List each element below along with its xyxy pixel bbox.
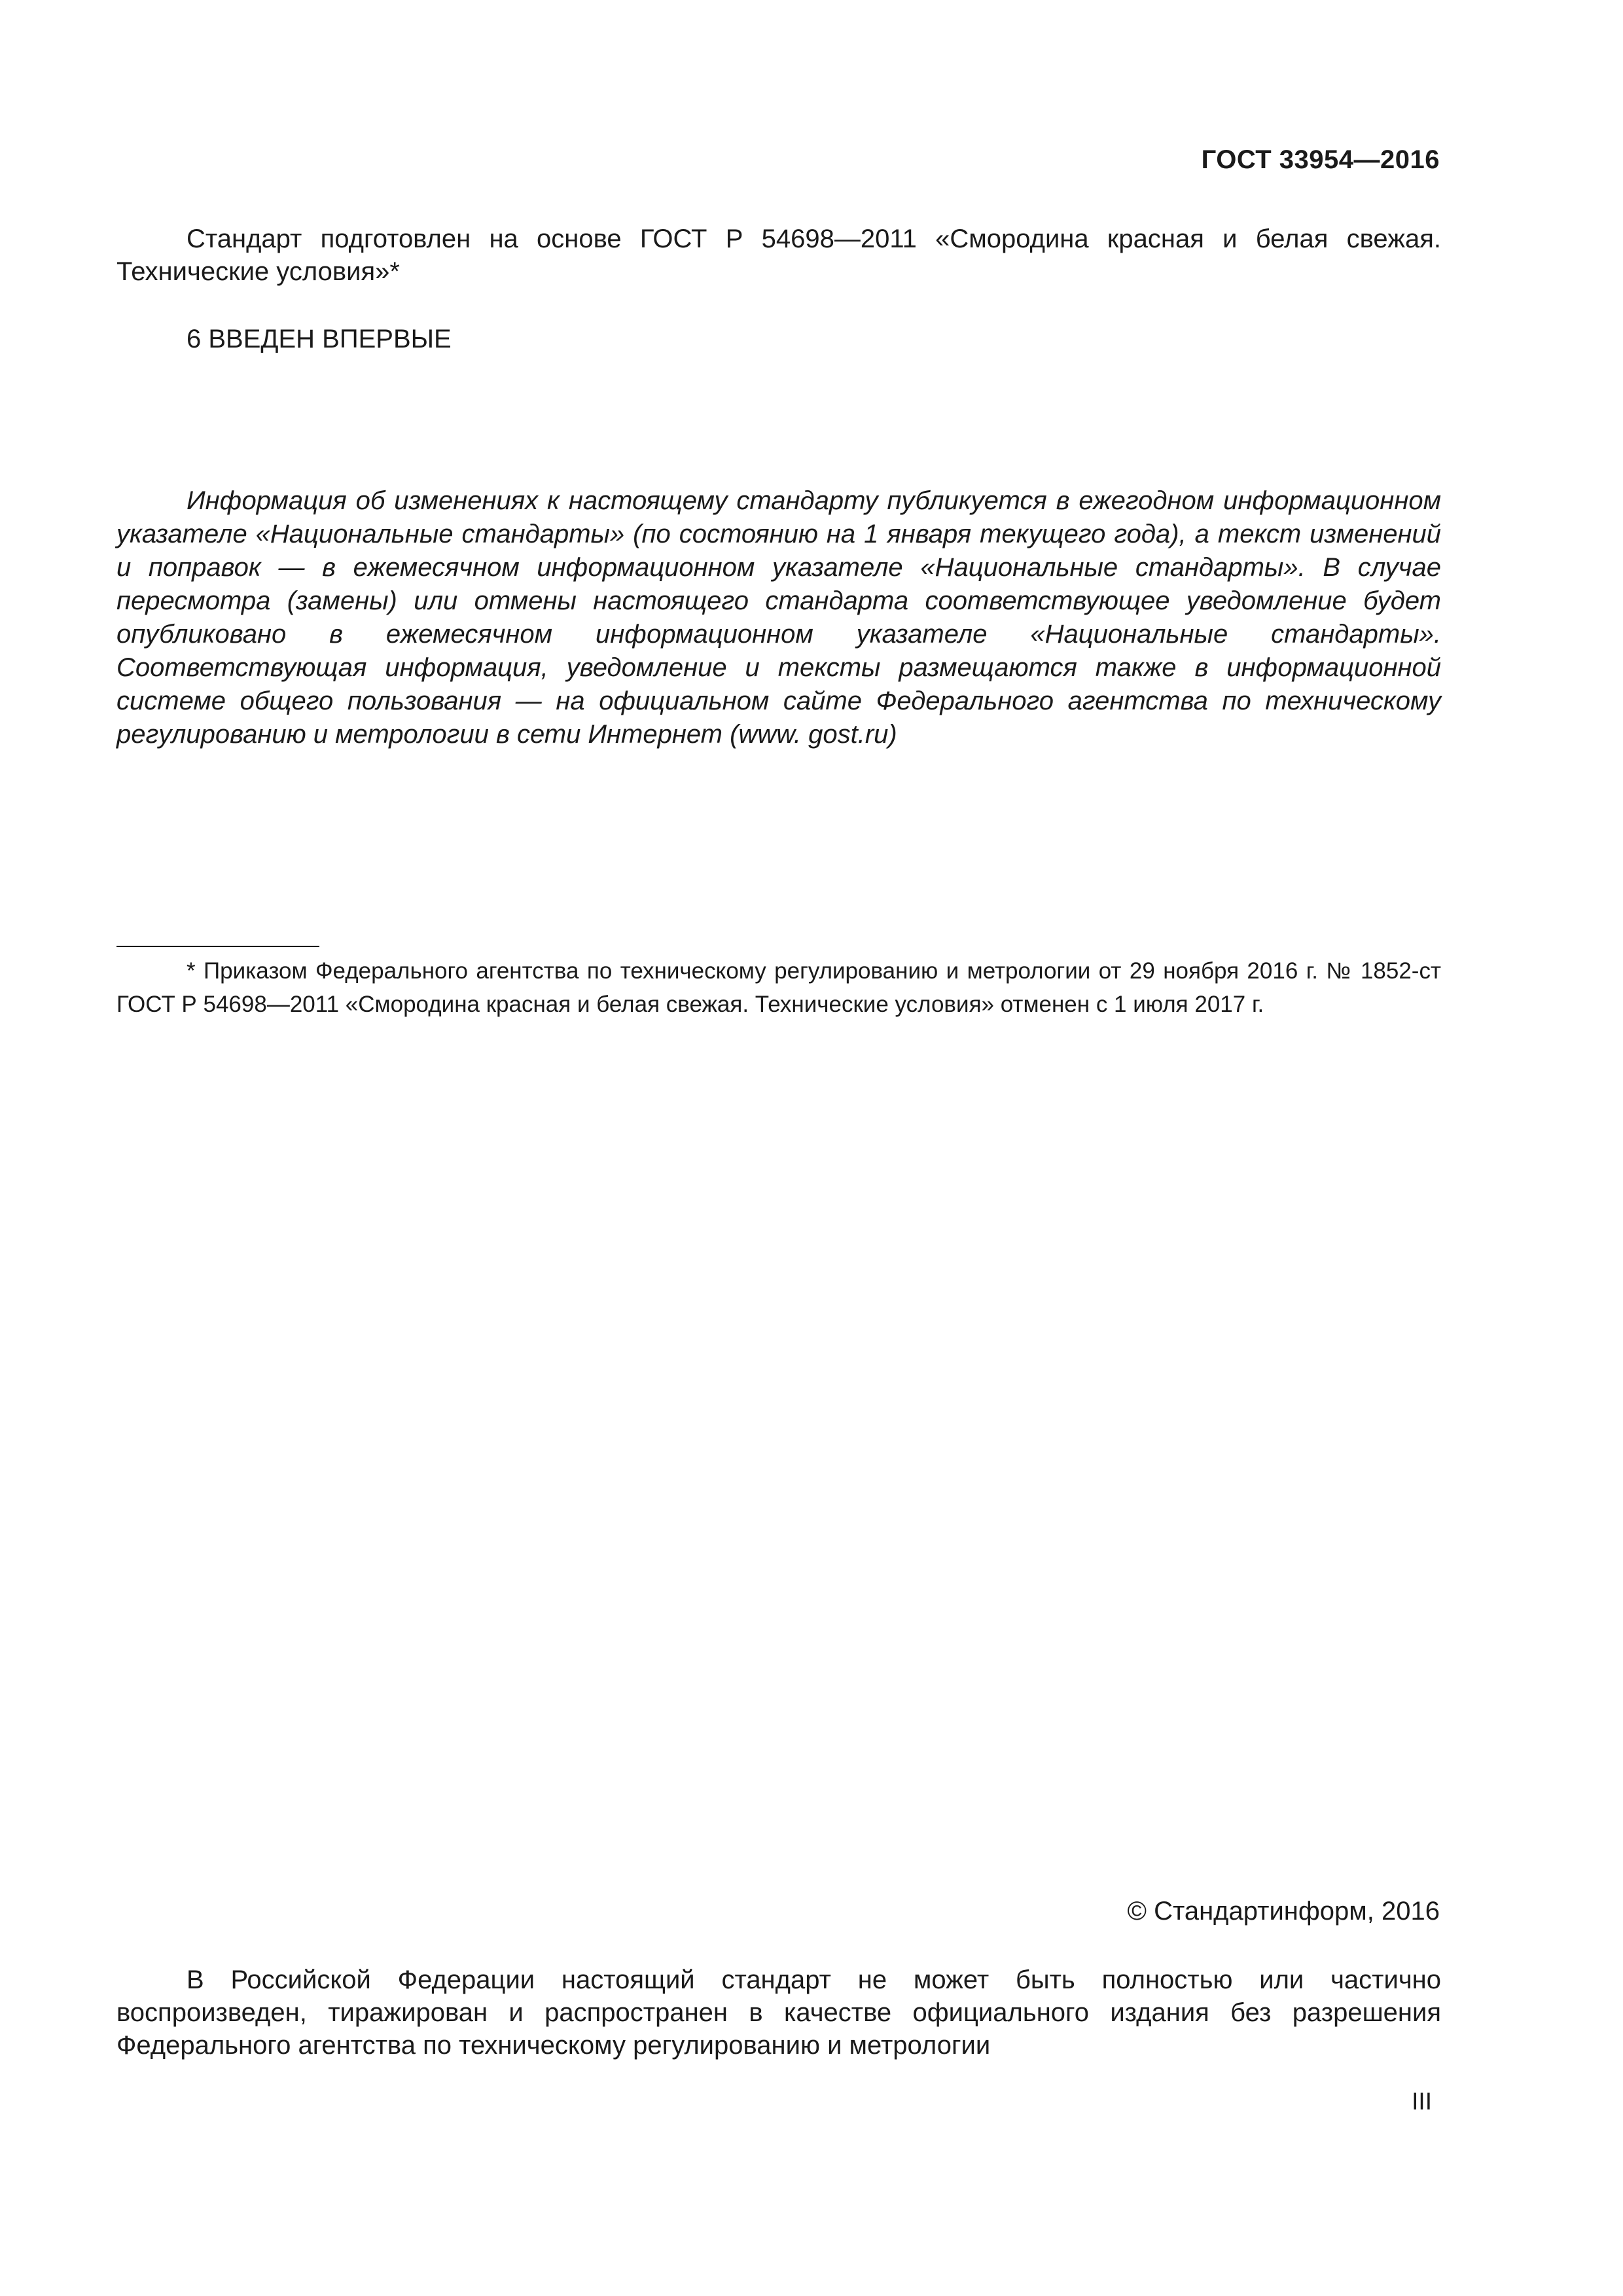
page-number: III xyxy=(1412,2088,1432,2115)
footnote-paragraph: * Приказом Федерального агентства по техническому регулированию и метрологии от 29 ноября 2016 г. № 1852-ст ГОСТ Р 54698—2011 «Смородина красная и белая свежая. Технические условия» отменен с 1 июля 2017 г. xyxy=(116,958,1441,1017)
footnote-divider xyxy=(116,946,319,947)
copyright-line: © Стандартинформ, 2016 xyxy=(1127,1897,1440,1926)
info-notice-paragraph: Информация об изменениях к настоящему стандарту публикуется в ежегодном информационном указателе «Национальные стандарты» (по состоянию на 1 января текущего года), а текст изменений и поправок — в ежемесячном информационном указателе «Национальные стандарты». В случае пересмотра (замены) или отмены настоящего стандарта соответствующее уведомление будет опубликовано в ежемесячном информационном указателе «Национальные стандарты». Соответствующая информация, уведомление и тексты размещаются также в информационной системе общего пользования — на официальном сайте Федерального агентства по техническому регулированию и метрологии в сети Интернет (www. gost.ru) xyxy=(116,486,1441,749)
standard-code-header: ГОСТ 33954—2016 xyxy=(1201,145,1440,174)
basis-paragraph: Стандарт подготовлен на основе ГОСТ Р 54698—2011 «Смородина красная и белая свежая. Технические условия»* xyxy=(116,224,1441,286)
reproduction-notice-paragraph: В Российской Федерации настоящий стандарт не может быть полностью или частично воспроизведен, тиражирован и распространен в качестве официального издания без разрешения Федерального агентства по техническому регулированию и метрологии xyxy=(116,1965,1441,2060)
introduced-paragraph: 6 ВВЕДЕН ВПЕРВЫЕ xyxy=(187,325,452,353)
